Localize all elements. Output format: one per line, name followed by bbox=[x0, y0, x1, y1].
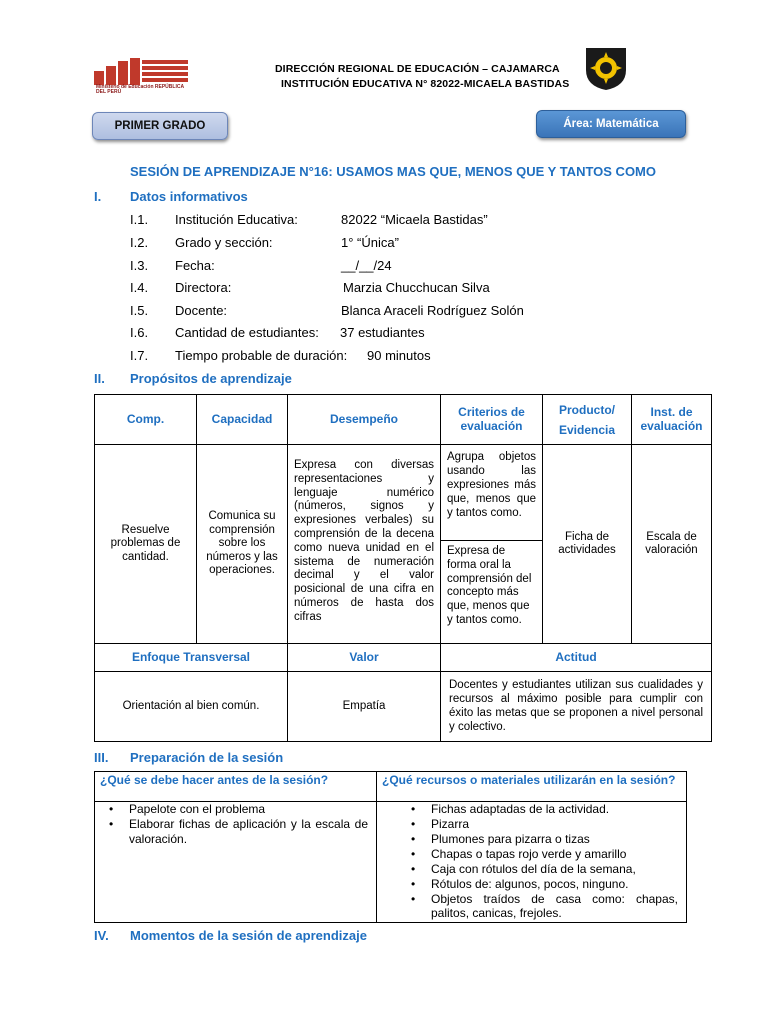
header-line-2: INSTITUCIÓN EDUCATIVA N° 82022-MICAELA BASTIDAS bbox=[281, 78, 570, 90]
session-title: SESIÓN DE APRENDIZAJE N°16: USAMOS MAS QUE, MENOS QUE Y TANTOS COMO bbox=[130, 164, 656, 179]
info-row bbox=[0, 212, 768, 232]
info-label: Fecha: bbox=[175, 258, 215, 273]
info-value: 90 minutos bbox=[367, 348, 431, 363]
info-num: I.1. bbox=[130, 212, 149, 227]
area-badge: Área: Matemática bbox=[536, 110, 686, 138]
section-number: III. bbox=[94, 750, 109, 765]
info-label: Directora: bbox=[175, 280, 232, 295]
info-row bbox=[0, 280, 768, 300]
list-item: • Elaborar fichas de aplicación y la escala de valoración. bbox=[129, 817, 368, 847]
list-item: • Objetos traídos de casa como: chapas, palitos, canicas, frejoles. bbox=[431, 892, 678, 920]
info-value: Marzia Chucchucan Silva bbox=[343, 280, 490, 295]
info-row bbox=[0, 348, 768, 368]
preparation-table bbox=[94, 771, 687, 923]
prep-header-materials: ¿Qué recursos o materiales utilizarán en la sesión? bbox=[376, 771, 687, 802]
info-num: I.3. bbox=[130, 258, 149, 273]
school-shield-logo bbox=[582, 44, 630, 92]
info-row bbox=[0, 325, 768, 345]
info-value: 37 estudiantes bbox=[340, 325, 425, 340]
cell-inst: Escala de valoración bbox=[631, 444, 712, 644]
list-item: • Caja con rótulos del día de la semana, bbox=[431, 862, 678, 877]
info-label: Institución Educativa: bbox=[175, 212, 298, 227]
header-comp: Comp. bbox=[94, 394, 197, 445]
list-item: • Chapas o tapas rojo verde y amarillo bbox=[431, 847, 678, 862]
info-num: I.6. bbox=[130, 325, 149, 340]
cell-desempeno: Expresa con diversas representaciones y lenguaje numérico (números, signos y expresiones verbales) su comprensión de la decena como nueva unidad en el sistema de numeración decimal y el valor posicional de una cifra en números de hasta dos cifras bbox=[287, 444, 441, 644]
section-number: I. bbox=[94, 189, 102, 204]
list-item: • Papelote con el problema bbox=[129, 802, 368, 817]
cell-criterio-1: Agrupa objetos usando las expresiones más que, menos que y tantos como. bbox=[440, 444, 543, 541]
info-num: I.4. bbox=[130, 280, 149, 295]
header-producto: Producto/ Evidencia bbox=[542, 394, 632, 445]
list-item: • Pizarra bbox=[431, 817, 678, 832]
purpose-table bbox=[94, 394, 712, 742]
info-label: Cantidad de estudiantes: bbox=[175, 325, 319, 340]
info-value: __/__/24 bbox=[341, 258, 392, 273]
grade-badge: PRIMER GRADO bbox=[92, 112, 228, 140]
header-line-1: DIRECCIÓN REGIONAL DE EDUCACIÓN – CAJAMARCA bbox=[275, 63, 560, 75]
header-desempeno: Desempeño bbox=[287, 394, 441, 445]
section-number: II. bbox=[94, 371, 105, 386]
ministerio-logo-text: Ministerio de Educación REPÚBLICA DEL PERÚ bbox=[96, 84, 184, 95]
cell-capacidad: Comunica su comprensión sobre los números y las operaciones. bbox=[196, 444, 288, 644]
info-value: Blanca Araceli Rodríguez Solón bbox=[341, 303, 524, 318]
cell-comp: Resuelve problemas de cantidad. bbox=[94, 444, 197, 644]
header-enfoque: Enfoque Transversal bbox=[94, 643, 288, 672]
section-label: Preparación de la sesión bbox=[130, 750, 284, 765]
section-label: Propósitos de aprendizaje bbox=[130, 371, 292, 386]
prep-materials-list bbox=[376, 801, 687, 923]
info-value: 82022 “Micaela Bastidas” bbox=[341, 212, 488, 227]
section-number: IV. bbox=[94, 928, 109, 943]
cell-valor: Empatía bbox=[287, 671, 441, 742]
header-valor: Valor bbox=[287, 643, 441, 672]
info-num: I.7. bbox=[130, 348, 149, 363]
info-label: Tiempo probable de duración: bbox=[175, 348, 348, 363]
section-label: Datos informativos bbox=[130, 189, 248, 204]
info-row bbox=[0, 258, 768, 278]
info-num: I.2. bbox=[130, 235, 149, 250]
header-criterios: Criterios de evaluación bbox=[440, 394, 543, 445]
cell-criterio-2: Expresa de forma oral la comprensión del concepto más que, menos que y tantos como. bbox=[440, 540, 543, 644]
section-label: Momentos de la sesión de aprendizaje bbox=[130, 928, 367, 943]
prep-before-list bbox=[94, 801, 377, 923]
list-item: • Plumones para pizarra o tizas bbox=[431, 832, 678, 847]
info-row bbox=[0, 303, 768, 323]
prep-header-before: ¿Qué se debe hacer antes de la sesión? bbox=[94, 771, 377, 802]
header-actitud: Actitud bbox=[440, 643, 712, 672]
info-label: Docente: bbox=[175, 303, 228, 318]
info-value: 1° “Única” bbox=[341, 235, 399, 250]
header-capacidad: Capacidad bbox=[196, 394, 288, 445]
list-item: • Fichas adaptadas de la actividad. bbox=[431, 802, 678, 817]
cell-enfoque: Orientación al bien común. bbox=[94, 671, 288, 742]
cell-producto: Ficha de actividades bbox=[542, 444, 632, 644]
list-item: • Rótulos de: algunos, pocos, ninguno. bbox=[431, 877, 678, 892]
info-label: Grado y sección: bbox=[175, 235, 273, 250]
cell-actitud: Docentes y estudiantes utilizan sus cualidades y recursos al máximo posible para cumplir con éxito las metas que se proponen a nivel personal y colectivo. bbox=[440, 671, 712, 742]
info-row bbox=[0, 235, 768, 255]
header-inst: Inst. de evaluación bbox=[631, 394, 712, 445]
info-num: I.5. bbox=[130, 303, 149, 318]
